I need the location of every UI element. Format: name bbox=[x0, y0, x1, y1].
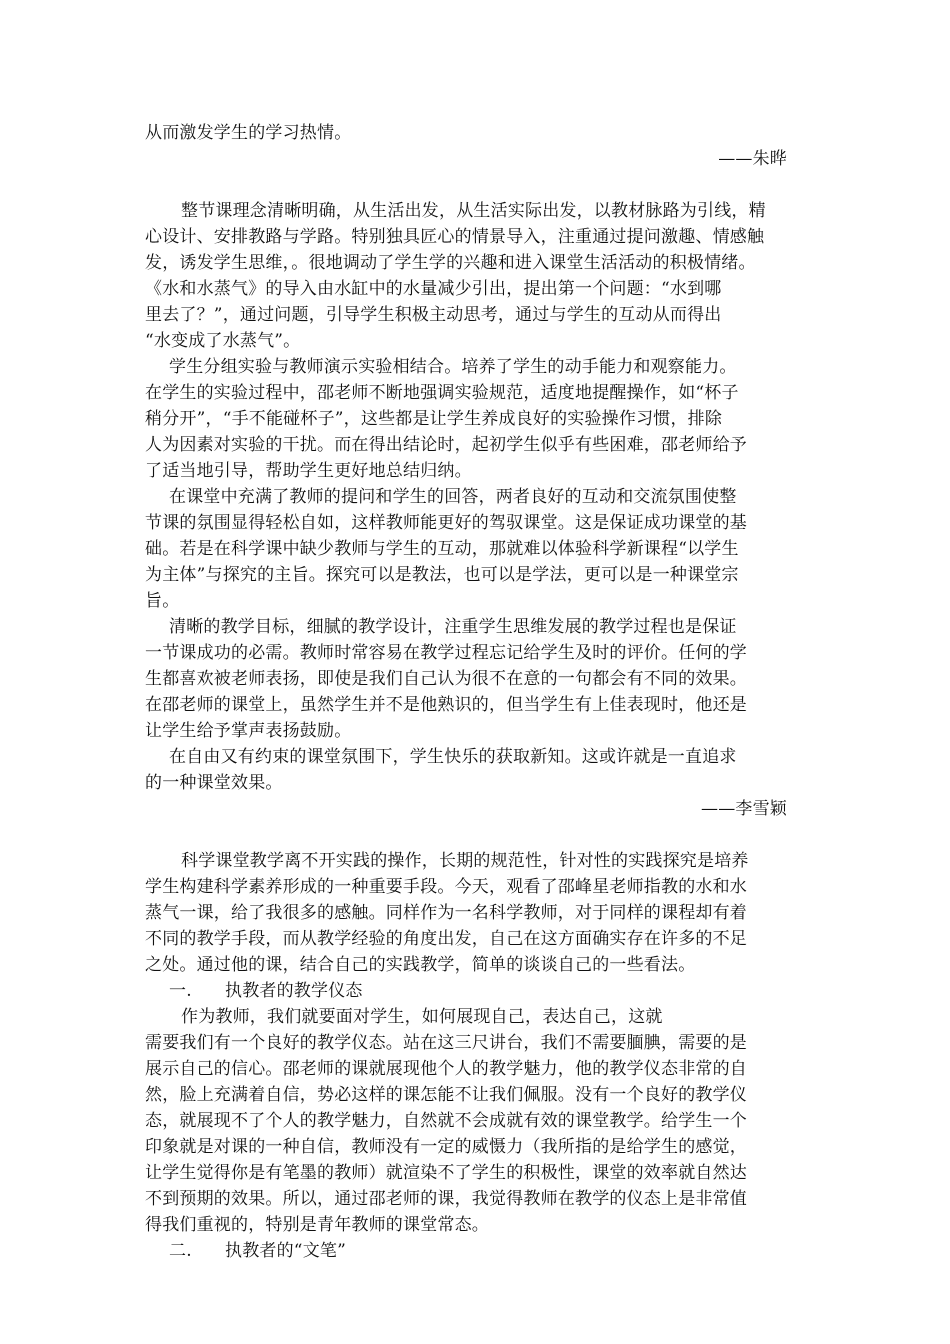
paragraph-line: 科学课堂教学离不开实践的操作，长期的规范性，针对性的实践探究是培养 bbox=[181, 851, 749, 871]
paragraph-line: 在课堂中充满了教师的提问和学生的回答，两者良好的互动和交流氛围使整 bbox=[169, 487, 737, 507]
paragraph-line: 里去了？”，通过问题，引导学生积极主动思考，通过与学生的互动从而得出 bbox=[145, 305, 722, 325]
paragraph-line: 在学生的实验过程中，邵老师不断地强调实验规范，适度地提醒操作，如“杯子 bbox=[145, 383, 739, 403]
paragraph-line: 需要我们有一个良好的教学仪态。站在这三尺讲台，我们不需要腼腆，需要的是 bbox=[145, 1033, 747, 1053]
paragraph-line: 学生分组实验与教师演示实验相结合。培养了学生的动手能力和观察能力。 bbox=[169, 357, 737, 377]
paragraph-line: 在自由又有约束的课堂氛围下，学生快乐的获取新知。这或许就是一直追求 bbox=[169, 747, 737, 767]
paragraph-line: 之处。通过他的课，结合自己的实践教学，简单的谈谈自己的一些看法。 bbox=[145, 955, 696, 975]
section-title: 执教者的“文笔” bbox=[225, 1241, 346, 1261]
paragraph-line: 从而激发学生的学习热情。 bbox=[145, 123, 352, 143]
paragraph-line: 作为教师，我们就要面对学生，如何展现自己，表达自己，这就 bbox=[181, 1007, 663, 1027]
paragraph-line: 稍分开”，“手不能碰杯子”，这些都是让学生养成良好的实验操作习惯，排除 bbox=[145, 409, 723, 429]
paragraph-line: 为主体”与探究的主旨。探究可以是教法，也可以是学法，更可以是一种课堂宗 bbox=[145, 565, 739, 585]
spacer bbox=[145, 822, 809, 848]
paragraph-line: 印象就是对课的一种自信，教师没有一定的威慑力（我所指的是给学生的感觉， bbox=[145, 1137, 747, 1157]
paragraph-line: 生都喜欢被老师表扬，即使是我们自己认为很不在意的一句都会有不同的效果。 bbox=[145, 669, 747, 689]
paragraph-line: 态，就展现不了个人的教学魅力，自然就不会成就有效的课堂教学。给学生一个 bbox=[145, 1111, 747, 1131]
paragraph-line: 《水和水蒸气》的导入由水缸中的水量减少引出，提出第一个问题：“水到哪 bbox=[145, 279, 722, 299]
paragraph-line: 发，诱发学生思维，。很地调动了学生学的兴趣和进入课堂生活活动的积极情绪。 bbox=[145, 253, 756, 273]
paragraph-line: 整节课理念清晰明确，从生活出发，从生活实际出发，以教材脉路为引线，精 bbox=[181, 201, 766, 221]
paragraph-line: 让学生觉得你是有笔墨的教师）就渲染不了学生的积极性，课堂的效率就自然达 bbox=[145, 1163, 747, 1183]
paragraph-line: 不到预期的效果。所以，通过邵老师的课，我觉得教师在教学的仪态上是非常值 bbox=[145, 1189, 747, 1209]
spacer bbox=[145, 172, 809, 198]
paragraph-line: 清晰的教学目标，细腻的教学设计，注重学生思维发展的教学过程也是保证 bbox=[169, 617, 737, 637]
paragraph-line: 展示自己的信心。邵老师的课就展现他个人的教学魅力，他的教学仪态非常的自 bbox=[145, 1059, 747, 1079]
paragraph-line: 然，脸上充满着自信，势必这样的课怎能不让我们佩服。没有一个良好的教学仪 bbox=[145, 1085, 747, 1105]
paragraph-line: 一节课成功的必需。教师时常容易在教学过程忘记给学生及时的评价。任何的学 bbox=[145, 643, 747, 663]
signature-li-xueying: ——李雪颖 bbox=[701, 799, 787, 819]
paragraph-line: “水变成了水蒸气”。 bbox=[145, 331, 301, 351]
paragraph-line: 在邵老师的课堂上，虽然学生并不是他熟识的，但当学生有上佳表现时，他还是 bbox=[145, 695, 747, 715]
section-heading-1 bbox=[145, 978, 809, 1004]
document-page bbox=[145, 120, 809, 1264]
paragraph-line: 础。若是在科学课中缺少教师与学生的互动，那就难以体验科学新课程“以学生 bbox=[145, 539, 739, 559]
section-number: 一. bbox=[169, 981, 192, 1001]
paragraph-line: 人为因素对实验的干扰。而在得出结论时，起初学生似乎有些困难，邵老师给予 bbox=[145, 435, 747, 455]
paragraph-line: 学生构建科学素养形成的一种重要手段。今天，观看了邵峰星老师指教的水和水 bbox=[145, 877, 747, 897]
paragraph-line: 心设计、安排教路与学路。特别独具匠心的情景导入，注重通过提问激趣、情感触 bbox=[145, 227, 765, 247]
signature-zhu-ye: ——朱晔 bbox=[718, 149, 787, 169]
paragraph-line: 蒸气一课，给了我很多的感触。同样作为一名科学教师，对于同样的课程却有着 bbox=[145, 903, 747, 923]
section-heading-2 bbox=[145, 1238, 809, 1264]
paragraph-line: 节课的氛围显得轻松自如，这样教师能更好的驾驭课堂。这是保证成功课堂的基 bbox=[145, 513, 747, 533]
paragraph-line: 得我们重视的，特别是青年教师的课堂常态。 bbox=[145, 1215, 489, 1235]
paragraph-line: 的一种课堂效果。 bbox=[145, 773, 283, 793]
paragraph-line: 了适当地引导，帮助学生更好地总结归纳。 bbox=[145, 461, 472, 481]
paragraph-line: 旨。 bbox=[145, 591, 180, 611]
paragraph-line: 让学生给予掌声表扬鼓励。 bbox=[145, 721, 352, 741]
paragraph-line: 不同的教学手段，而从教学经验的角度出发，自己在这方面确实存在许多的不足 bbox=[145, 929, 747, 949]
section-title: 执教者的教学仪态 bbox=[225, 981, 363, 1001]
section-number: 二. bbox=[169, 1241, 192, 1261]
